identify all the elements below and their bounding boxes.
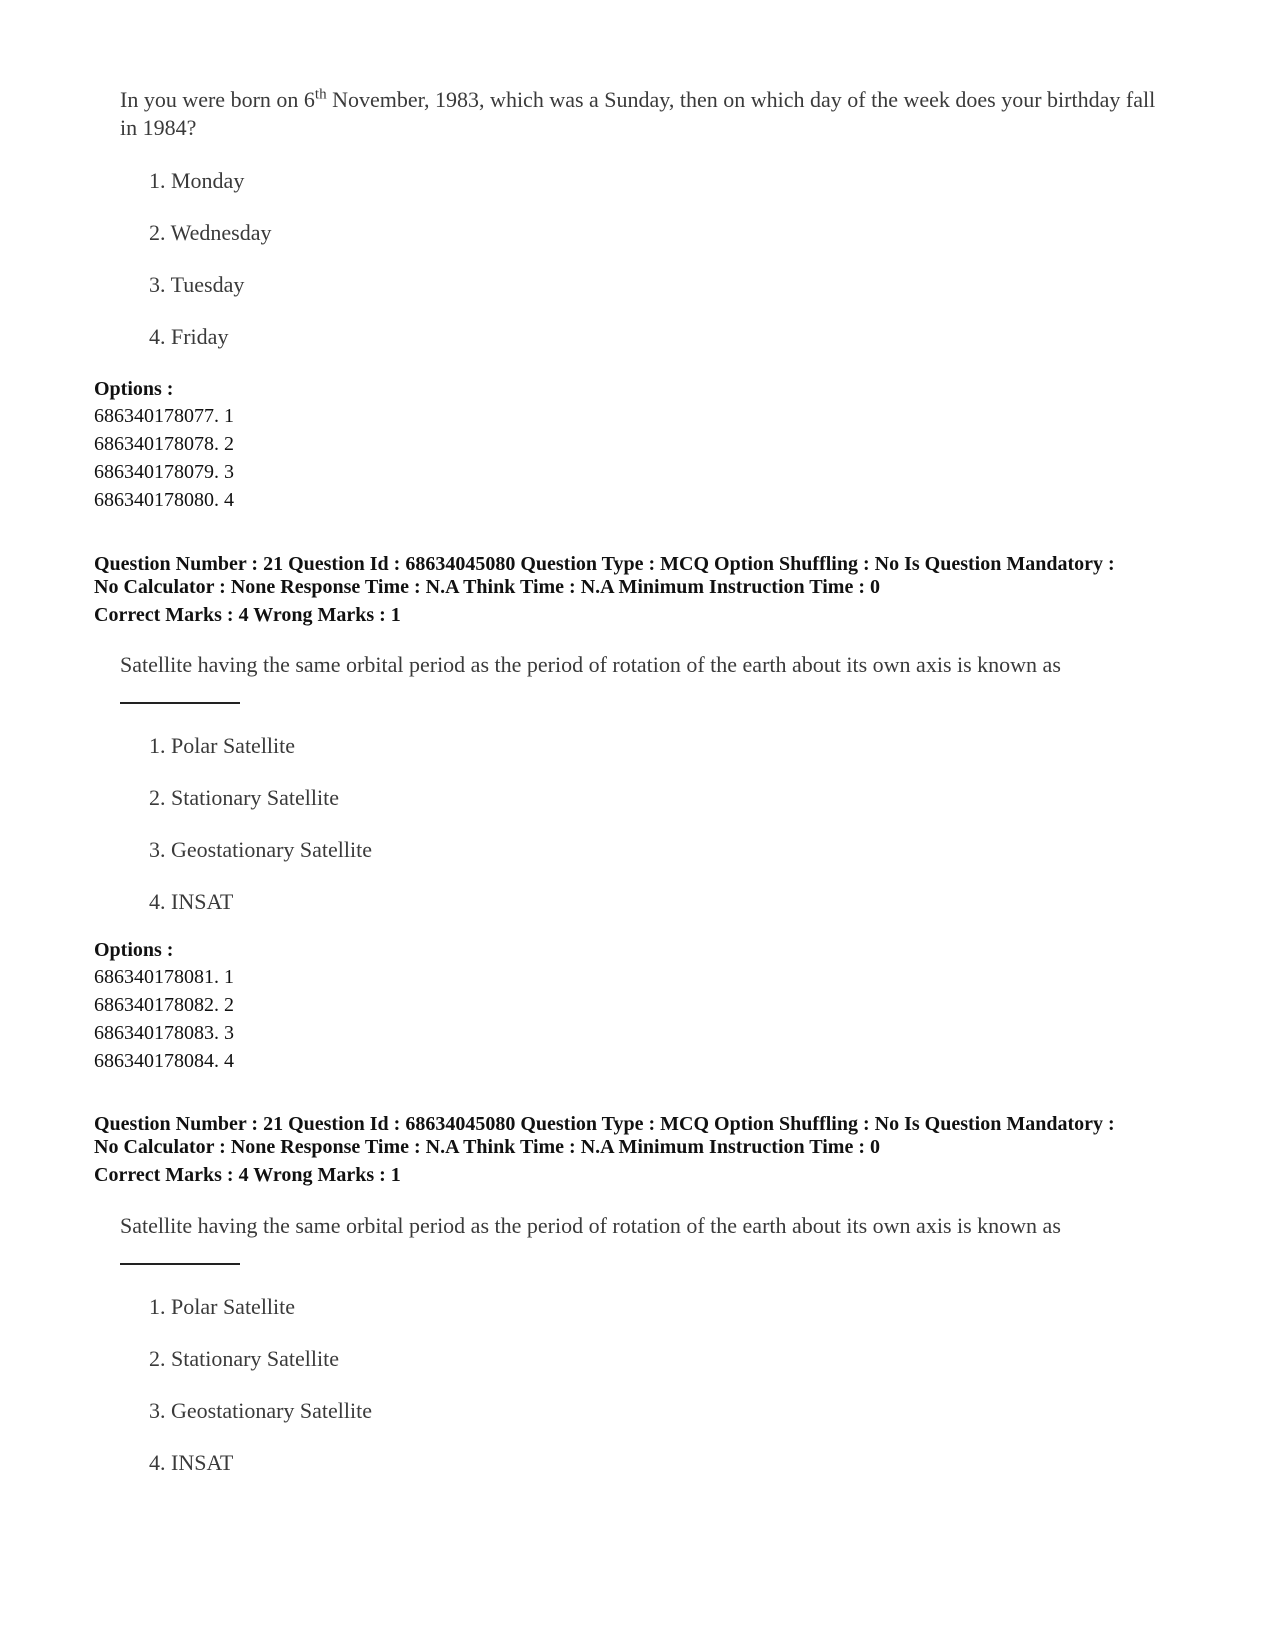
question-20-choice: 4. Friday [149,324,229,349]
question-21b-marks: Correct Marks : 4 Wrong Marks : 1 [94,1164,401,1186]
question-20-text [120,86,1170,142]
question-21a-meta-line-1: Question Number : 21 Question Id : 68634045080 Question Type : MCQ Option Shuffling : No Is Question Mandatory : [94,553,1115,575]
question-21b-choice: 2. Stationary Satellite [149,1346,340,1371]
question-21b-choice: 4. INSAT [149,1450,234,1475]
question-20-options-label: Options : [94,378,174,400]
question-21a-option-id: 686340178081. 1 [94,966,234,988]
question-21a-option-id: 686340178084. 4 [94,1050,234,1072]
question-20-text-after: November, 1983, which was a Sunday, then on which day of the week does your birthday fall in 1984? [120,87,1156,140]
question-20-text-before: In you were born on 6 [120,87,315,112]
question-21a-marks: Correct Marks : 4 Wrong Marks : 1 [94,604,401,626]
question-21b-meta-line-2: No Calculator : None Response Time : N.A Think Time : N.A Minimum Instruction Time : 0 [94,1136,880,1158]
question-21a-text: Satellite having the same orbital period as the period of rotation of the earth about its own axis is known as [120,652,1061,677]
question-21b-meta-line-1: Question Number : 21 Question Id : 68634045080 Question Type : MCQ Option Shuffling : No Is Question Mandatory : [94,1113,1115,1135]
question-21a-option-id: 686340178083. 3 [94,1022,234,1044]
question-20-option-id: 686340178080. 4 [94,489,234,511]
question-20-choice: 1. Monday [149,168,245,193]
question-21a-meta-line-2: No Calculator : None Response Time : N.A Think Time : N.A Minimum Instruction Time : 0 [94,576,880,598]
question-20-option-id: 686340178078. 2 [94,433,234,455]
question-20-option-id: 686340178077. 1 [94,405,234,427]
question-21a-choice: 1. Polar Satellite [149,733,296,758]
question-21a-blank-line [120,702,240,704]
question-20-text-superscript: th [314,86,327,103]
question-21a-options-label: Options : [94,939,174,961]
question-20-option-id: 686340178079. 3 [94,461,234,483]
question-21b-text: Satellite having the same orbital period as the period of rotation of the earth about its own axis is known as [120,1213,1061,1238]
question-20-choice: 3. Tuesday [149,272,245,297]
question-21a-choice: 2. Stationary Satellite [149,785,340,810]
question-21a-option-id: 686340178082. 2 [94,994,234,1016]
question-20-choice: 2. Wednesday [149,220,272,245]
question-21b-blank-line [120,1263,240,1265]
question-21b-choice: 1. Polar Satellite [149,1294,296,1319]
question-21a-choice: 4. INSAT [149,889,234,914]
question-21b-choice: 3. Geostationary Satellite [149,1398,372,1423]
question-21a-choice: 3. Geostationary Satellite [149,837,372,862]
